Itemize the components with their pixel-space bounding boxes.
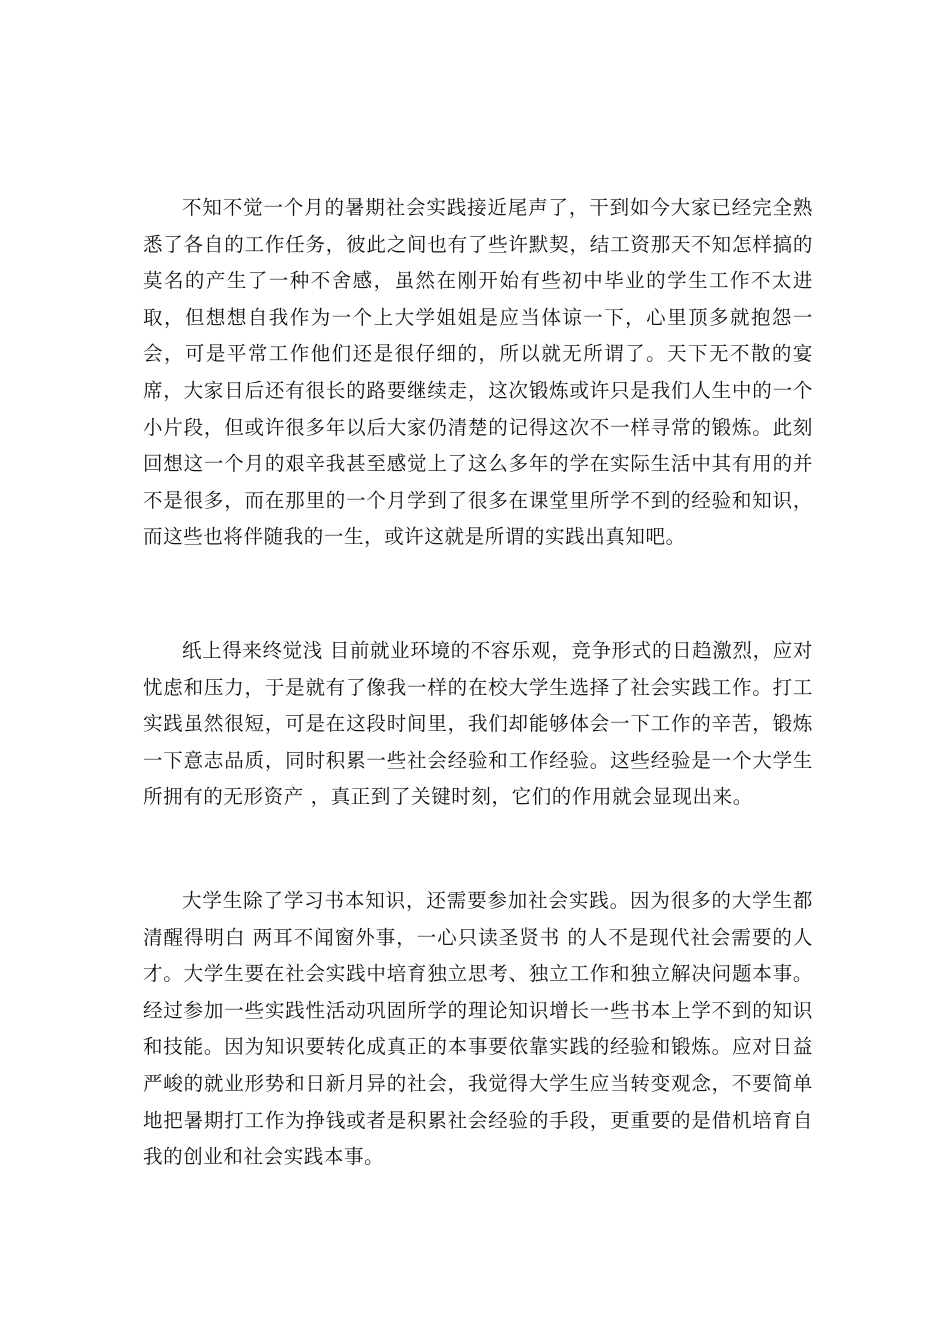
paragraph-3: 大学生除了学习书本知识，还需要参加社会实践。因为很多的大学生都清醒得明白 两耳不闻窗外事，一心只读圣贤书 的人不是现代社会需要的人才。大学生要在社会实践中培育独立思考、独立工作和独立解决问题本事。经过参加一些实践性活动巩固所学的理论知识增长一些书本上学不到的知识和技能。因为知识要转化成真正的本事要依靠实践的经验和锻炼。应对日益严峻的就业形势和日新月异的社会，我觉得大学生应当转变观念，不要简单地把暑期打工作为挣钱或者是积累社会经验的手段，更重要的是借机培育自我的创业和社会实践本事。 <box>143 889 813 1169</box>
paragraph-2: 纸上得来终觉浅 目前就业环境的不容乐观，竞争形式的日趋激烈，应对忧虑和压力，于是就有了像我一样的在校大学生选择了社会实践工作。打工实践虽然很短，可是在这段时间里，我们却能够体会一下工作的辛苦，锻炼一下意志品质，同时积累一些社会经验和工作经验。这些经验是一个大学生所拥有的无形资产 ，真正到了关键时刻，它们的作用就会显现出来。 <box>143 639 813 809</box>
paragraph-1: 不知不觉一个月的暑期社会实践接近尾声了，干到如今大家已经完全熟悉了各自的工作任务，彼此之间也有了些许默契，结工资那天不知怎样搞的莫名的产生了一种不舍感，虽然在刚开始有些初中毕业的学生工作不太进取，但想想自我作为一个上大学姐姐是应当体谅一下，心里顶多就抱怨一会，可是平常工作他们还是很仔细的，所以就无所谓了。天下无不散的宴席，大家日后还有很长的路要继续走，这次锻炼或许只是我们人生中的一个小片段，但或许很多年以后大家仍清楚的记得这次不一样寻常的锻炼。此刻回想这一个月的艰辛我甚至感觉上了这么多年的学在实际生活中其有用的并不是很多，而在那里的一个月学到了很多在课堂里所学不到的经验和知识，而这些也将伴随我的一生，或许这就是所谓的实践出真知吧。 <box>143 196 813 549</box>
